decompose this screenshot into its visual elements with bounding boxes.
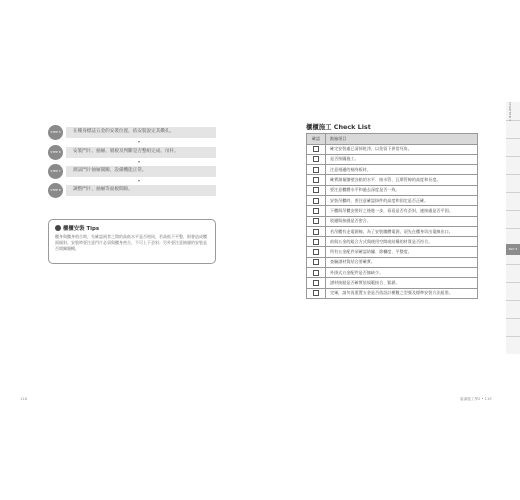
side-index-strip [506,102,520,354]
bulb-icon [55,225,61,231]
checkbox[interactable] [307,268,326,278]
page-number-left: 118 [20,397,27,401]
table-row [307,154,478,164]
divider [506,156,520,157]
tips-box [48,219,216,264]
table-row [307,175,478,185]
checkbox[interactable] [307,206,326,216]
step-badge: STEP 7 [48,164,63,179]
flow-step-6 [48,144,216,160]
divider [506,210,520,211]
page-number-right: 裝潢施工學2 • 119 [460,397,492,401]
tips-title: 櫃櫃安裝 Tips [63,226,100,232]
check-item: 所有五金配件須確認防鏽、節欄度、平整度。 [326,247,478,257]
check-item: 下櫃與吊櫃安裝好之後進一步，看看是否有歪斜，連接處是否平固。 [326,206,478,216]
header-item: 點檢項目 [326,134,478,145]
check-item: 前與五金的組合方式與使用空間或結構的材質是否符合。 [326,237,478,247]
check-item: 要注意櫃體水平和過去深度是否一致。 [326,185,478,195]
flow-step-7 [48,163,216,179]
checkbox[interactable] [307,144,326,154]
step-text: 安裝門片、抽屜、層板及判斷是否整組完成、吊杆。 [73,149,179,154]
table-row [307,185,478,195]
table-row [307,288,478,298]
tips-body: 櫃身與櫃身相合時，先確認兩者之間的高低水平是否相同，若高低不平整，則會造成櫃面傾斜，安裝時要注意門片必須與櫃身密合，不可上下歪斜；另外要注意抽屜的安裝是否開關順暢。 [55,234,207,252]
checkbox[interactable] [307,247,326,257]
step-badge: STEP 8 [48,183,63,198]
table-row [307,206,478,216]
table-row [307,216,478,226]
flow-step-8 [48,182,216,198]
step-text: 在樓身標誌五金的安裝位置，依安裝說定其鑽孔。 [73,129,175,134]
checkbox[interactable] [307,175,326,185]
table-row [307,195,478,205]
checklist-title: 櫃櫃施工 Check List [306,123,371,131]
divider [506,318,520,319]
check-item: 查驗譜材質結合要確實。 [326,257,478,267]
checkbox[interactable] [307,195,326,205]
checklist-table [306,133,478,299]
side-tab-active[interactable]: Part 5 [506,244,520,255]
step-badge: STEP 5 [48,125,63,140]
divider [506,282,520,283]
checkbox[interactable] [307,237,326,247]
check-item: 注意週邊的桶身板材。 [326,165,478,175]
down-arrow-icon [138,141,140,143]
table-row [307,165,478,175]
divider [506,264,520,265]
check-item: 確實測量牆壁各點的水平、接水管、瓦斯管線的高度和長度。 [326,175,478,185]
check-item: 若吊櫃有走電源線，為了安裝牆體電源，須先在櫃身切出電線出口。 [326,226,478,236]
table-row [307,268,478,278]
divider [506,300,520,301]
checkbox[interactable] [307,226,326,236]
checkbox[interactable] [307,216,326,226]
check-item: 完畢，請勿再重置五金是否依設計模數之型號及標準安裝方法組裝。 [326,288,478,298]
checkbox[interactable] [307,278,326,288]
divider [506,192,520,193]
check-item: 收邊與接縫是否密合。 [326,216,478,226]
header-check: 確認 [307,134,326,145]
step-badge: STEP 6 [48,145,63,160]
step-text: 測試門片抽屜開關，設備機能正常。 [73,168,147,173]
check-item: 安裝吊櫃時，要注意確認掛件的高度和固定是否正確。 [326,195,478,205]
check-item: 譜材接點是否確實依規範接合、緊鎖。 [326,278,478,288]
checkbox[interactable] [307,185,326,195]
table-row [307,237,478,247]
divider [506,228,520,229]
flow-step-5 [48,124,216,140]
checkbox[interactable] [307,154,326,164]
check-item: 外掛式五金配件是否無缺少。 [326,268,478,278]
step-text: 調整門片、抽屜等面板間隙。 [73,187,133,192]
table-row [307,247,478,257]
check-item: 確定安裝處已清掃乾淨，以免留下異常死角。 [326,144,478,154]
table-row [307,257,478,267]
check-item: 是否按圖施工。 [326,154,478,164]
divider [506,138,520,139]
table-row [307,144,478,154]
divider [506,174,520,175]
checkbox[interactable] [307,257,326,267]
table-row [307,226,478,236]
table-row [307,278,478,288]
divider [506,336,520,337]
side-chapter-label: CHAPTER 5 [508,102,512,122]
checkbox[interactable] [307,165,326,175]
checklist-header-row [307,134,478,145]
checkbox[interactable] [307,288,326,298]
